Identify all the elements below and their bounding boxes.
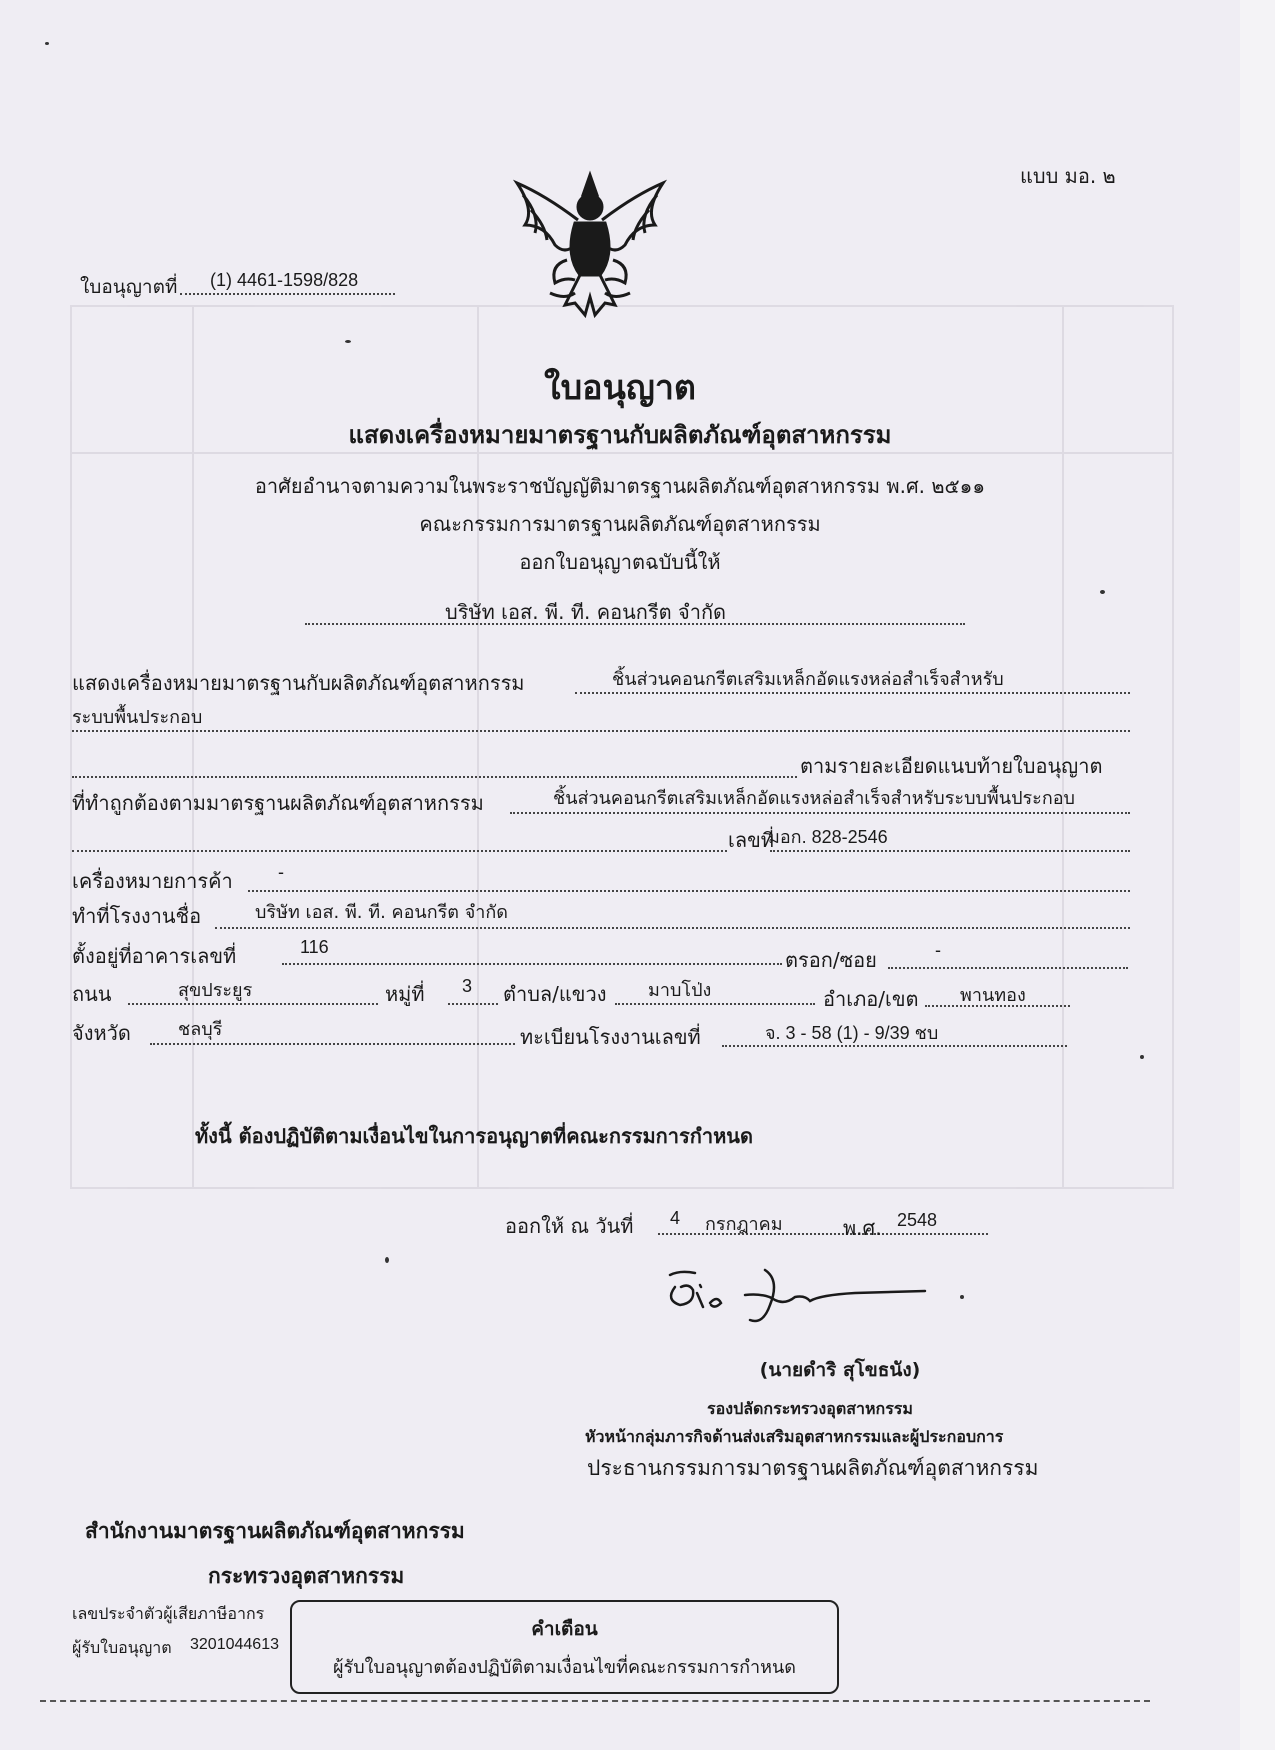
factory-label: ทำที่โรงงานชื่อ: [72, 904, 202, 928]
issued-day: 4: [670, 1208, 681, 1228]
signatory-name: (นายดำริ สุโขธนัง): [759, 1359, 921, 1381]
warning-text: ผู้รับใบอนุญาตต้องปฏิบัติตามเงื่อนไขที่คณะกรรมการกำหนด: [332, 1657, 796, 1678]
taxpayer-label-1: เลขประจำตัวผู้เสียภาษีอากร: [72, 1604, 265, 1623]
warning-title: คำเตือน: [531, 1618, 598, 1640]
scan-speck: [1140, 1055, 1144, 1059]
mark-display-label: แสดงเครื่องหมายมาตรฐานกับผลิตภัณฑ์อุตสาหกรรม: [72, 671, 525, 695]
signatory-title-2: หัวหน้ากลุ่มภารกิจด้านส่งเสริมอุตสาหกรรมและผู้ประกอบการ: [585, 1427, 1004, 1446]
trademark-label: เครื่องหมายการค้า: [72, 869, 233, 893]
district-value: พานทอง: [960, 985, 1026, 1006]
signature-icon: [655, 1265, 935, 1340]
signatory-title-3: ประธานกรรมการมาตรฐานผลิตภัณฑ์อุตสาหกรรม: [587, 1456, 1039, 1480]
road-value: สุขประยูร: [178, 980, 253, 1001]
scan-speck: [960, 1295, 964, 1299]
standard-number-value: มอก. 828-2546: [768, 827, 888, 847]
issued-month: กรกฎาคม: [705, 1214, 783, 1235]
license-no-label: ใบอนุญาตที่: [80, 276, 178, 298]
authority-line: อาศัยอำนาจตามความในพระราชบัญญัติมาตรฐานผลิตภัณฑ์อุตสาหกรรม พ.ศ. ๒๕๑๑: [254, 474, 986, 498]
warning-box: [290, 1600, 839, 1694]
factory-reg-label: ทะเบียนโรงงานเลขที่: [520, 1025, 701, 1049]
building-label: ตั้งอยู่ที่อาคารเลขที่: [72, 944, 237, 968]
conforming-label: ที่ทำถูกต้องตามมาตรฐานผลิตภัณฑ์อุตสาหกรรม: [72, 791, 484, 815]
scan-speck: [45, 42, 49, 45]
document-title: ใบอนุญาต: [544, 368, 696, 408]
office-line-1: สำนักงานมาตรฐานผลิตภัณฑ์อุตสาหกรรม: [85, 1519, 465, 1543]
document-subtitle: แสดงเครื่องหมายมาตรฐานกับผลิตภัณฑ์อุตสาหกรรม: [348, 421, 892, 449]
district-label: อำเภอ/เขต: [823, 987, 919, 1011]
scan-speck: [345, 340, 351, 343]
conforming-value: ชิ้นส่วนคอนกรีตเสริมเหล็กอัดแรงหล่อสำเร็จสำหรับระบบพื้นประกอบ: [553, 788, 1075, 809]
scan-speck: [385, 1257, 389, 1263]
issued-year: 2548: [897, 1210, 938, 1230]
factory-value: บริษัท เอส. พี. ที. คอนกรีต จำกัด: [255, 902, 508, 923]
trademark-value: -: [278, 862, 284, 882]
factory-reg-value: จ. 3 - 58 (1) - 9/39 ชบ: [765, 1023, 939, 1043]
issued-year-label: พ.ศ.: [843, 1216, 882, 1240]
licensee-name: บริษัท เอส. พี. ที. คอนกรีต จำกัด: [445, 600, 727, 624]
lane-label: ตรอก/ซอย: [785, 948, 877, 972]
building-value: 116: [300, 937, 329, 957]
issue-line: ออกใบอนุญาตฉบับนี้ให้: [519, 550, 721, 574]
issued-label: ออกให้ ณ วันที่: [505, 1214, 634, 1238]
mark-display-value-2: ระบบพื้นประกอบ: [72, 707, 203, 728]
mark-display-value-1: ชิ้นส่วนคอนกรีตเสริมเหล็กอัดแรงหล่อสำเร็จสำหรับ: [612, 669, 1004, 690]
subdistrict-label: ตำบล/แขวง: [503, 982, 607, 1006]
province-label: จังหวัด: [72, 1021, 131, 1045]
province-value: ชลบุรี: [178, 1019, 223, 1040]
scan-edge: [1240, 0, 1275, 1750]
standard-number-label: เลขที่: [728, 828, 774, 852]
subdistrict-value: มาบโป่ง: [648, 980, 712, 1001]
signatory-title-1: รองปลัดกระทรวงอุตสาหกรรม: [707, 1399, 913, 1418]
lane-value: -: [935, 940, 941, 960]
garuda-emblem-icon: [505, 165, 675, 325]
condition-line: ทั้งนี้ ต้องปฏิบัติตามเงื่อนไขในการอนุญาตที่คณะกรรมการกำหนด: [195, 1124, 753, 1148]
moo-value: 3: [462, 976, 473, 996]
license-no-value: (1) 4461-1598/828: [210, 270, 359, 290]
attachment-note: ตามรายละเอียดแนบท้ายใบอนุญาต: [800, 754, 1103, 778]
taxpayer-value: 3201044613: [190, 1636, 279, 1653]
moo-label: หมู่ที่: [385, 982, 425, 1006]
road-label: ถนน: [72, 982, 112, 1006]
office-line-2: กระทรวงอุตสาหกรรม: [208, 1564, 405, 1588]
form-code: แบบ มอ. ๒: [1020, 164, 1116, 188]
committee-line: คณะกรรมการมาตรฐานผลิตภัณฑ์อุตสาหกรรม: [419, 512, 821, 536]
scan-speck: [1100, 590, 1105, 594]
taxpayer-label-2: ผู้รับใบอนุญาต: [72, 1638, 172, 1657]
